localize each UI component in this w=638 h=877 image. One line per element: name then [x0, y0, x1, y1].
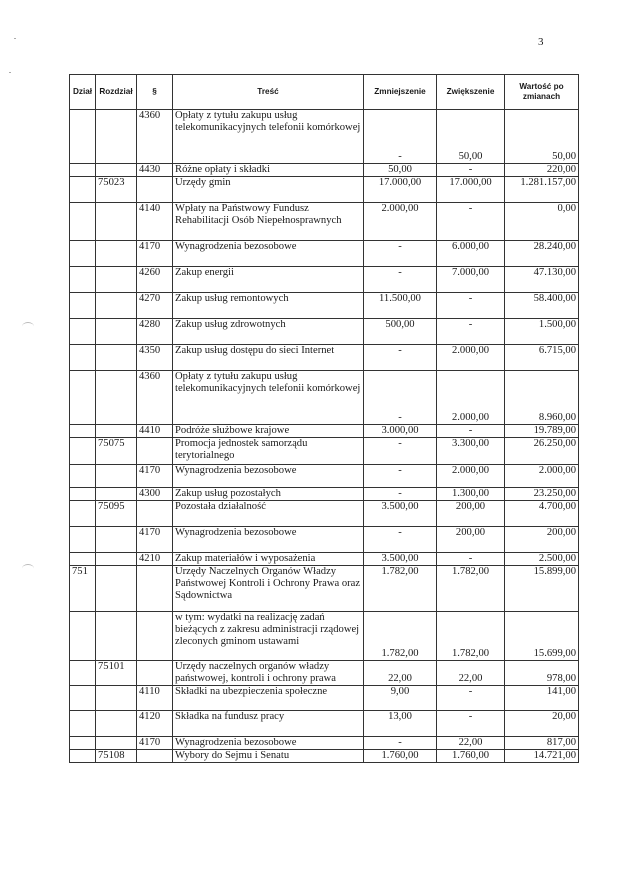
zwiekszenie-cell: 17.000,00: [437, 177, 505, 203]
wartosc-cell: 2.500,00: [505, 553, 579, 566]
zmniejszenie-cell: 1.782,00: [364, 566, 437, 612]
page-number: 3: [538, 36, 544, 48]
zmniejszenie-cell: 50,00: [364, 164, 437, 177]
paragraf-cell: 4350: [137, 345, 173, 371]
paragraf-cell: [137, 177, 173, 203]
paragraf-cell: 4300: [137, 488, 173, 501]
tresc-cell: Wynagrodzenia bezosobowe: [173, 527, 364, 553]
tresc-cell: Opłaty z tytułu zakupu usług telekomunikacyjnych telefonii komórkowej: [173, 371, 364, 425]
wartosc-cell: 50,00: [505, 110, 579, 164]
zwiekszenie-cell: 2.000,00: [437, 465, 505, 488]
tresc-cell: Wynagrodzenia bezosobowe: [173, 737, 364, 750]
zmniejszenie-cell: 3.500,00: [364, 553, 437, 566]
zmniejszenie-cell: -: [364, 241, 437, 267]
wartosc-cell: 0,00: [505, 203, 579, 241]
zwiekszenie-cell: -: [437, 293, 505, 319]
wartosc-cell: 817,00: [505, 737, 579, 750]
zwiekszenie-cell: 3.300,00: [437, 438, 505, 465]
table-row: [70, 371, 579, 425]
tresc-cell: Urzędy Naczelnych Organów Władzy Państwowej Kontroli i Ochrony Prawa oraz Sądownictwa: [173, 566, 364, 612]
tresc-cell: Pozostała działalność: [173, 501, 364, 527]
wartosc-cell: 220,00: [505, 164, 579, 177]
table-row: [70, 177, 579, 203]
paragraf-cell: 4170: [137, 737, 173, 750]
dzial-cell: [70, 465, 96, 488]
tresc-cell: Zakup usług dostępu do sieci Internet: [173, 345, 364, 371]
zmniejszenie-cell: 3.500,00: [364, 501, 437, 527]
tresc-cell: Urzędy gmin: [173, 177, 364, 203]
zmniejszenie-cell: -: [364, 371, 437, 425]
header-dzial: Dział: [70, 75, 96, 110]
zwiekszenie-cell: 1.760,00: [437, 750, 505, 763]
zmniejszenie-cell: -: [364, 110, 437, 164]
budget-table: [69, 74, 579, 763]
wartosc-cell: 15.699,00: [505, 612, 579, 661]
tresc-cell: Składka na fundusz pracy: [173, 711, 364, 737]
zwiekszenie-cell: 1.782,00: [437, 612, 505, 661]
scan-mark-left-2: [22, 564, 34, 573]
paragraf-cell: 4260: [137, 267, 173, 293]
tresc-cell: Promocja jednostek samorządu terytorialnego: [173, 438, 364, 465]
tresc-cell: Różne opłaty i składki: [173, 164, 364, 177]
paragraf-cell: [137, 438, 173, 465]
wartosc-cell: 6.715,00: [505, 345, 579, 371]
zmniejszenie-cell: 13,00: [364, 711, 437, 737]
table-row: [70, 164, 579, 177]
rozdzial-cell: [96, 319, 137, 345]
zmniejszenie-cell: 22,00: [364, 661, 437, 686]
dzial-cell: [70, 527, 96, 553]
rozdzial-cell: [96, 566, 137, 612]
dzial-cell: [70, 553, 96, 566]
header-zwiekszenie: Zwiększenie: [437, 75, 505, 110]
rozdzial-cell: [96, 737, 137, 750]
wartosc-cell: 14.721,00: [505, 750, 579, 763]
zwiekszenie-cell: -: [437, 164, 505, 177]
table-row: [70, 267, 579, 293]
tresc-cell: Zakup materiałów i wyposażenia: [173, 553, 364, 566]
zwiekszenie-cell: 200,00: [437, 527, 505, 553]
table-row: [70, 612, 579, 661]
tresc-cell: w tym: wydatki na realizację zadań bieżących z zakresu administracji rządowej zleconych gminom ustawami: [173, 612, 364, 661]
dzial-cell: [70, 241, 96, 267]
wartosc-cell: 1.281.157,00: [505, 177, 579, 203]
wartosc-cell: 58.400,00: [505, 293, 579, 319]
rozdzial-cell: 75095: [96, 501, 137, 527]
zmniejszenie-cell: -: [364, 737, 437, 750]
header-rozdzial: Rozdział: [96, 75, 137, 110]
zwiekszenie-cell: 200,00: [437, 501, 505, 527]
header-zmniejszenie: Zmniejszenie: [364, 75, 437, 110]
paragraf-cell: 4210: [137, 553, 173, 566]
tresc-cell: Urzędy naczelnych organów władzy państwowej, kontroli i ochrony prawa: [173, 661, 364, 686]
paragraf-cell: 4140: [137, 203, 173, 241]
rozdzial-cell: [96, 371, 137, 425]
paragraf-cell: [137, 661, 173, 686]
dzial-cell: [70, 177, 96, 203]
table-row: [70, 661, 579, 686]
zwiekszenie-cell: 22,00: [437, 737, 505, 750]
dzial-cell: [70, 750, 96, 763]
table-row: [70, 488, 579, 501]
dzial-cell: [70, 438, 96, 465]
table-body: [70, 110, 579, 763]
dzial-cell: [70, 425, 96, 438]
zmniejszenie-cell: 1.760,00: [364, 750, 437, 763]
dzial-cell: [70, 110, 96, 164]
dzial-cell: [70, 164, 96, 177]
wartosc-cell: 15.899,00: [505, 566, 579, 612]
zwiekszenie-cell: -: [437, 553, 505, 566]
zmniejszenie-cell: -: [364, 527, 437, 553]
paragraf-cell: 4430: [137, 164, 173, 177]
rozdzial-cell: [96, 345, 137, 371]
dzial-cell: [70, 686, 96, 711]
table-row: [70, 501, 579, 527]
zmniejszenie-cell: -: [364, 465, 437, 488]
rozdzial-cell: [96, 527, 137, 553]
wartosc-cell: 28.240,00: [505, 241, 579, 267]
table-row: [70, 465, 579, 488]
dzial-cell: [70, 661, 96, 686]
rozdzial-cell: [96, 686, 137, 711]
paragraf-cell: 4280: [137, 319, 173, 345]
zmniejszenie-cell: -: [364, 488, 437, 501]
zmniejszenie-cell: 11.500,00: [364, 293, 437, 319]
tresc-cell: Składki na ubezpieczenia społeczne: [173, 686, 364, 711]
dzial-cell: [70, 203, 96, 241]
tresc-cell: Zakup usług zdrowotnych: [173, 319, 364, 345]
rozdzial-cell: 75023: [96, 177, 137, 203]
paragraf-cell: 4170: [137, 527, 173, 553]
rozdzial-cell: [96, 293, 137, 319]
rozdzial-cell: 75101: [96, 661, 137, 686]
table-row: [70, 110, 579, 164]
dzial-cell: 751: [70, 566, 96, 612]
dzial-cell: [70, 267, 96, 293]
tresc-cell: Zakup usług pozostałych: [173, 488, 364, 501]
dzial-cell: [70, 371, 96, 425]
wartosc-cell: 200,00: [505, 527, 579, 553]
zwiekszenie-cell: -: [437, 711, 505, 737]
table-row: [70, 750, 579, 763]
table-row: [70, 345, 579, 371]
zwiekszenie-cell: -: [437, 425, 505, 438]
tresc-cell: Wynagrodzenia bezosobowe: [173, 241, 364, 267]
dzial-cell: [70, 319, 96, 345]
tresc-cell: Wynagrodzenia bezosobowe: [173, 465, 364, 488]
scan-dot-2: [9, 72, 11, 73]
rozdzial-cell: [96, 203, 137, 241]
table-row: [70, 319, 579, 345]
paragraf-cell: 4120: [137, 711, 173, 737]
zmniejszenie-cell: -: [364, 267, 437, 293]
dzial-cell: [70, 488, 96, 501]
wartosc-cell: 4.700,00: [505, 501, 579, 527]
rozdzial-cell: [96, 711, 137, 737]
dzial-cell: [70, 737, 96, 750]
wartosc-cell: 8.960,00: [505, 371, 579, 425]
wartosc-cell: 47.130,00: [505, 267, 579, 293]
table-row: [70, 737, 579, 750]
zwiekszenie-cell: 50,00: [437, 110, 505, 164]
wartosc-cell: 141,00: [505, 686, 579, 711]
zwiekszenie-cell: -: [437, 319, 505, 345]
header-paragraf: §: [137, 75, 173, 110]
paragraf-cell: 4170: [137, 241, 173, 267]
paragraf-cell: 4110: [137, 686, 173, 711]
tresc-cell: Opłaty z tytułu zakupu usług telekomunikacyjnych telefonii komórkowej: [173, 110, 364, 164]
wartosc-cell: 23.250,00: [505, 488, 579, 501]
table-row: [70, 553, 579, 566]
zmniejszenie-cell: 9,00: [364, 686, 437, 711]
zwiekszenie-cell: 22,00: [437, 661, 505, 686]
dzial-cell: [70, 345, 96, 371]
zwiekszenie-cell: 1.782,00: [437, 566, 505, 612]
wartosc-cell: 2.000,00: [505, 465, 579, 488]
rozdzial-cell: 75075: [96, 438, 137, 465]
paragraf-cell: 4360: [137, 371, 173, 425]
rozdzial-cell: [96, 612, 137, 661]
tresc-cell: Wybory do Sejmu i Senatu: [173, 750, 364, 763]
paragraf-cell: [137, 501, 173, 527]
rozdzial-cell: [96, 425, 137, 438]
paragraf-cell: [137, 750, 173, 763]
rozdzial-cell: [96, 164, 137, 177]
scan-mark-left-1: [22, 322, 34, 331]
paragraf-cell: 4410: [137, 425, 173, 438]
dzial-cell: [70, 612, 96, 661]
paragraf-cell: 4360: [137, 110, 173, 164]
wartosc-cell: 978,00: [505, 661, 579, 686]
dzial-cell: [70, 501, 96, 527]
rozdzial-cell: [96, 465, 137, 488]
tresc-cell: Podróże służbowe krajowe: [173, 425, 364, 438]
tresc-cell: Zakup usług remontowych: [173, 293, 364, 319]
tresc-cell: Zakup energii: [173, 267, 364, 293]
rozdzial-cell: [96, 553, 137, 566]
zmniejszenie-cell: -: [364, 438, 437, 465]
table-row: [70, 527, 579, 553]
zmniejszenie-cell: -: [364, 345, 437, 371]
paragraf-cell: [137, 612, 173, 661]
table-row: [70, 566, 579, 612]
rozdzial-cell: 75108: [96, 750, 137, 763]
rozdzial-cell: [96, 241, 137, 267]
zmniejszenie-cell: 1.782,00: [364, 612, 437, 661]
header-wartosc: Wartość po zmianach: [505, 75, 579, 110]
table-row: [70, 293, 579, 319]
rozdzial-cell: [96, 267, 137, 293]
zmniejszenie-cell: 3.000,00: [364, 425, 437, 438]
wartosc-cell: 20,00: [505, 711, 579, 737]
table-row: [70, 425, 579, 438]
zwiekszenie-cell: -: [437, 203, 505, 241]
table-row: [70, 241, 579, 267]
table-row: [70, 711, 579, 737]
wartosc-cell: 26.250,00: [505, 438, 579, 465]
scan-dot-1: [14, 38, 16, 39]
zwiekszenie-cell: 2.000,00: [437, 371, 505, 425]
table-row: [70, 438, 579, 465]
tresc-cell: Wpłaty na Państwowy Fundusz Rehabilitacji Osób Niepełnosprawnych: [173, 203, 364, 241]
header-row: [70, 75, 579, 110]
wartosc-cell: 1.500,00: [505, 319, 579, 345]
table-row: [70, 686, 579, 711]
zmniejszenie-cell: 2.000,00: [364, 203, 437, 241]
dzial-cell: [70, 293, 96, 319]
paragraf-cell: [137, 566, 173, 612]
wartosc-cell: 19.789,00: [505, 425, 579, 438]
zwiekszenie-cell: 1.300,00: [437, 488, 505, 501]
zmniejszenie-cell: 17.000,00: [364, 177, 437, 203]
zwiekszenie-cell: 7.000,00: [437, 267, 505, 293]
paragraf-cell: 4170: [137, 465, 173, 488]
rozdzial-cell: [96, 110, 137, 164]
zmniejszenie-cell: 500,00: [364, 319, 437, 345]
dzial-cell: [70, 711, 96, 737]
table-row: [70, 203, 579, 241]
rozdzial-cell: [96, 488, 137, 501]
header-tresc: Treść: [173, 75, 364, 110]
zwiekszenie-cell: 6.000,00: [437, 241, 505, 267]
paragraf-cell: 4270: [137, 293, 173, 319]
zwiekszenie-cell: -: [437, 686, 505, 711]
zwiekszenie-cell: 2.000,00: [437, 345, 505, 371]
